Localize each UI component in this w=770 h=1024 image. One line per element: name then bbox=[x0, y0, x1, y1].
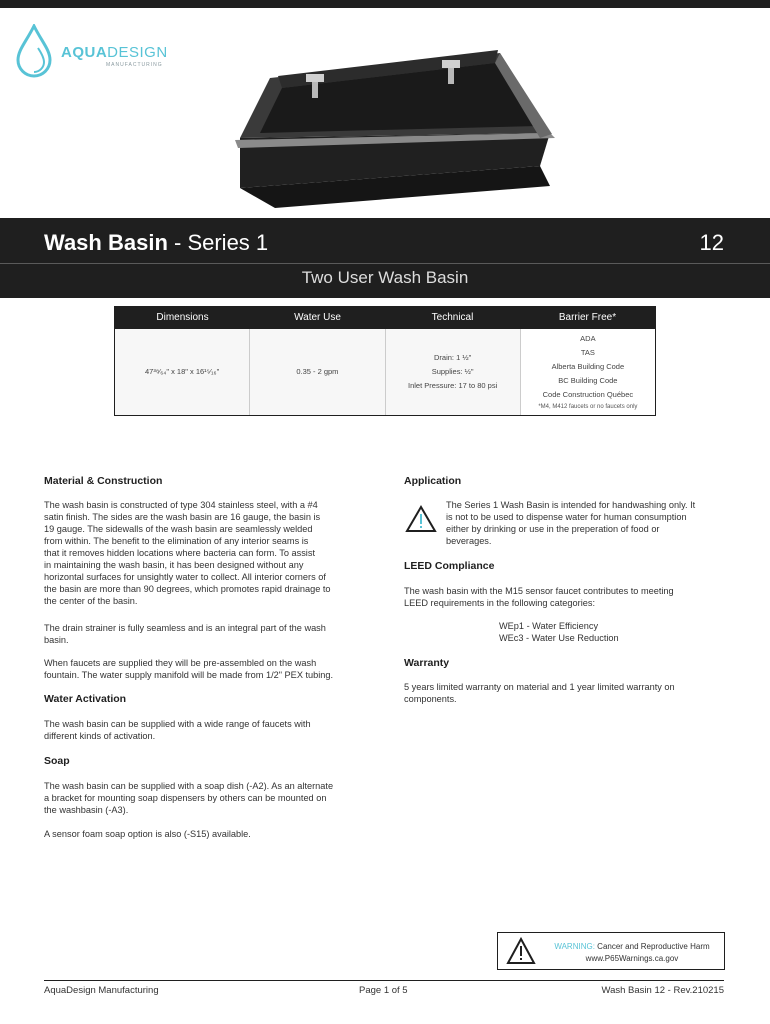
prop65-warning-box bbox=[497, 932, 725, 970]
text-line: horizontal surfaces for unsightly water to collect. All interior corners of bbox=[44, 572, 326, 582]
title-divider bbox=[0, 263, 770, 264]
text-line: The wash basin is constructed of type 304 stainless steel, with a #4 bbox=[44, 500, 318, 510]
text-line: The wash basin can be supplied with a soap dish (-A2). As an alternate bbox=[44, 781, 334, 791]
warranty-text bbox=[404, 681, 734, 705]
text-line: The drain strainer is fully seamless and is an integral part of the wash bbox=[44, 623, 326, 633]
barrier-tas: TAS bbox=[580, 348, 595, 357]
leed-heading: LEED Compliance bbox=[404, 560, 495, 572]
water-drop-icon bbox=[14, 24, 54, 80]
leed-text bbox=[404, 585, 734, 609]
spec-cell-technical bbox=[386, 329, 521, 415]
logo-wordmark bbox=[61, 44, 168, 61]
text-line: the washbasin (-A3). bbox=[44, 805, 129, 815]
title-series: - Series 1 bbox=[167, 230, 269, 255]
logo-second: DESIGN bbox=[107, 44, 168, 61]
footer-page-number: Page 1 of 5 bbox=[359, 985, 408, 996]
wash-basin-image bbox=[220, 48, 580, 208]
spec-header-barrier-free: Barrier Free* bbox=[558, 312, 617, 323]
prop65-text bbox=[542, 941, 722, 965]
text-line: that it removes hidden locations where bacteria can form. To assist bbox=[44, 548, 315, 558]
top-strip bbox=[0, 0, 770, 8]
water-activation-text bbox=[44, 718, 374, 742]
prop65-label: WARNING: bbox=[554, 942, 595, 951]
barrier-note: *M4, M412 faucets or no faucets only bbox=[538, 404, 638, 410]
technical-supplies: Supplies: ½" bbox=[431, 367, 474, 376]
footer-divider bbox=[44, 980, 724, 981]
barrier-ada: ADA bbox=[580, 334, 596, 343]
footer-revision: Wash Basin 12 - Rev.210215 bbox=[601, 985, 724, 996]
spec-cell-barrier-free bbox=[521, 329, 655, 415]
list-item: WEp1 - Water Efficiency bbox=[499, 621, 599, 631]
application-text bbox=[446, 499, 731, 547]
barrier-quebec: Code Construction Québec bbox=[542, 390, 634, 399]
prop65-warning-icon bbox=[506, 937, 536, 965]
text-line: components. bbox=[404, 694, 457, 704]
text-line: When faucets are supplied they will be pre-assembled on the wash bbox=[44, 658, 317, 668]
barrier-alberta: Alberta Building Code bbox=[551, 362, 625, 371]
text-line: The wash basin can be supplied with a wide range of faucets with bbox=[44, 719, 311, 729]
logo-main: AQUA bbox=[61, 44, 108, 61]
prop65-line-1 bbox=[542, 941, 722, 953]
footer-company: AquaDesign Manufacturing bbox=[44, 985, 159, 996]
hero-area bbox=[0, 8, 770, 218]
technical-pressure: Inlet Pressure: 17 to 80 psi bbox=[408, 381, 498, 390]
text-line: is not to be used to dispense water for human consumption bbox=[446, 512, 687, 522]
text-line: beverages. bbox=[446, 536, 492, 546]
spec-cell-water-use bbox=[250, 329, 385, 415]
title-bar bbox=[0, 218, 770, 298]
text-line: either by drinking or use in the preperation of food or bbox=[446, 524, 660, 534]
barrier-bc: BC Building Code bbox=[558, 376, 618, 385]
warranty-heading: Warranty bbox=[404, 657, 450, 669]
soap-paragraph-2: A sensor foam soap option is also (-S15) available. bbox=[44, 829, 251, 839]
text-line: satin finish. The sides are the wash basin are 16 gauge, the basin is bbox=[44, 512, 321, 522]
list-item: WEc3 - Water Use Reduction bbox=[499, 633, 619, 643]
water-activation-heading: Water Activation bbox=[44, 693, 127, 705]
application-heading: Application bbox=[404, 475, 462, 487]
text-line: The wash basin with the M15 sensor faucet contributes to meeting bbox=[404, 586, 674, 596]
text-line: from within. The benefit to the elimination of any interior seams is bbox=[44, 536, 309, 546]
spec-header-technical: Technical bbox=[431, 312, 474, 323]
text-line: 5 years limited warranty on material and 1 year limited warranty on bbox=[404, 682, 675, 692]
prop65-url[interactable]: www.P65Warnings.ca.gov bbox=[585, 954, 679, 963]
material-paragraph-3 bbox=[44, 657, 374, 681]
spec-header-row bbox=[115, 307, 655, 329]
text-line: basin. bbox=[44, 635, 69, 645]
logo-tagline: MANUFACTURING bbox=[106, 62, 163, 68]
text-line: The Series 1 Wash Basin is intended for handwashing only. It bbox=[446, 500, 696, 510]
page-subtitle: Two User Wash Basin bbox=[301, 268, 469, 287]
water-use-value: 0.35 - 2 gpm bbox=[296, 367, 339, 376]
material-heading: Material & Construction bbox=[44, 475, 163, 487]
spec-header-dimensions: Dimensions bbox=[156, 312, 209, 323]
prop65-message: Cancer and Reproductive Harm bbox=[594, 942, 710, 951]
spec-table bbox=[114, 306, 656, 416]
title-bold: Wash Basin bbox=[44, 230, 168, 255]
spec-body-row bbox=[115, 329, 655, 415]
text-line: different kinds of activation. bbox=[44, 731, 156, 741]
leed-list bbox=[499, 620, 729, 644]
text-line: the basin are more than 90 degrees, which promotes rapid drainage to bbox=[44, 584, 331, 594]
text-line: the center of the basin. bbox=[44, 596, 138, 606]
text-line: a bracket for mounting soap dispensers by others can be mounted on bbox=[44, 793, 327, 803]
page-title bbox=[44, 230, 268, 256]
technical-drain: Drain: 1 ½" bbox=[433, 353, 472, 362]
spec-cell-dimensions bbox=[115, 329, 250, 415]
spec-header-water-use: Water Use bbox=[294, 312, 341, 323]
text-line: fountain. The water supply manifold will be made from 1/2" PEX tubing. bbox=[44, 670, 334, 680]
soap-heading: Soap bbox=[44, 755, 70, 767]
soap-paragraph-1 bbox=[44, 780, 374, 816]
dimensions-value: 47³⁸⁄₆₄" x 18" x 16¹⁵⁄₁₆" bbox=[144, 367, 220, 376]
material-paragraph-1 bbox=[44, 499, 374, 607]
text-line: in maintaining the wash basin, it has been designed without any bbox=[44, 560, 304, 570]
product-number: 12 bbox=[699, 230, 724, 255]
warning-icon bbox=[405, 505, 437, 533]
text-line: LEED requirements in the following categories: bbox=[404, 598, 595, 608]
brand-logo bbox=[14, 24, 184, 82]
material-paragraph-2 bbox=[44, 622, 374, 646]
text-line: 19 gauge. The sidewalls of the wash basin are seamlessly welded bbox=[44, 524, 313, 534]
